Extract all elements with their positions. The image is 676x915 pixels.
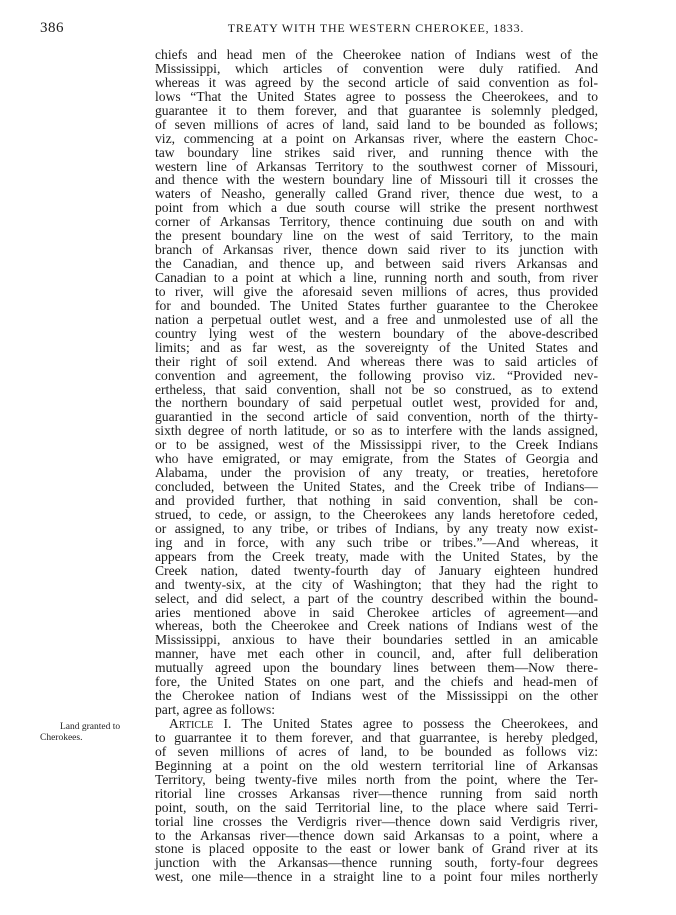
text-line: and twenty-six, at the city of Washington; that they had the right to	[155, 576, 598, 592]
text-line: torial line crosses the Verdigris river—thence down said Verdigris river,	[155, 813, 598, 829]
text-line: chiefs and head men of the Cheerokee nation of Indians west of the	[155, 47, 598, 62]
text-line: Mississippi, which articles of convention were duly ratified. And	[155, 60, 598, 76]
text-line: limits; and as far west, as the sovereignty of the United States and	[155, 339, 598, 355]
text-line: waters of Neasho, generally called Grand river, thence due west, to a	[155, 186, 598, 202]
text-line: western line of Arkansas Territory to the southwest corner of Missouri,	[155, 158, 598, 174]
text-line: or assigned, to any tribe, or tribes of Indians, by any treaty now exist-	[155, 520, 598, 536]
treaty-text	[155, 48, 598, 884]
article-heading: Article I.	[169, 716, 232, 731]
text-line: guarantied in the second article of said convention, north of the thirty-	[155, 409, 598, 425]
text-line: Beginning at a point on the old western territorial line of Arkansas	[155, 757, 598, 773]
text-line: the Cherokee nation of Indians west of the Mississippi on the other	[155, 688, 598, 704]
margin-note-line: Cherokees.	[40, 733, 83, 743]
text-line: viz, commencing at a point on Arkansas river, where the eastern Choc-	[155, 130, 598, 146]
text-line: and provided further, that nothing in said convention, shall be con-	[155, 493, 598, 508]
text-line: ing and in force, with any such tribe or tribes.”—And whereas, it	[155, 534, 598, 550]
article-first-line	[155, 717, 598, 731]
text-line: aries mentioned above in said Cherokee articles of agreement—and	[155, 604, 598, 620]
text-line: guarantee it to them forever, and that guarantee is solemnly pledged,	[155, 102, 598, 118]
text-line: part, agree as follows:	[155, 702, 276, 718]
text-line: the Canadian, and thence up, and between said rivers Arkansas and	[155, 256, 598, 272]
text-line: ertheless, that said convention, shall not be so construed, as to extend	[155, 381, 598, 397]
text-line: of seven millions of acres of land, said land to be bounded as follows;	[155, 116, 598, 132]
text-line: the present boundary line on the west of said Territory, to the main	[155, 228, 598, 244]
text-line: stone is placed opposite to the east or lower bank of Grand river at its	[155, 841, 598, 857]
text-line: of seven millions of acres of land, to be bounded as follows viz:	[155, 743, 598, 759]
text-line: junction with the Arkansas—thence running south, forty-four degrees	[155, 855, 598, 871]
text-line: branch of Arkansas river, thence down said river to its junction with	[155, 242, 598, 258]
text-line: country lying west of the western boundary of the above-described	[155, 325, 598, 341]
running-head: TREATY WITH THE WESTERN CHEROKEE, 1833.	[227, 21, 525, 35]
page-number: 386	[40, 20, 64, 36]
text-line: strued, to cede, or assign, to the Cheerokees any lands heretofore ceded,	[155, 506, 598, 522]
text-line: point, south, on the said Territorial line, to the place where said Terri-	[155, 799, 598, 815]
text-line: and thence with the western boundary line of Missouri till it crosses the	[155, 172, 598, 188]
text-line: to river, will give the aforesaid seven millions of acres, thus provided	[155, 283, 598, 299]
text-line: Creek nation, dated twenty-fourth day of January eighteen hundred	[155, 562, 598, 578]
text-line: or to be assigned, west of the Mississippi river, to the Creek Indians	[155, 437, 598, 453]
text-line: for and bounded. The United States further guarantee to the Cherokee	[155, 297, 598, 313]
margin-note-line: Land granted to	[60, 722, 121, 732]
text-line: mutually agreed upon the boundary lines between them—Now there-	[155, 660, 598, 676]
text-line: whereas it was agreed by the second article of said convention as fol-	[155, 74, 598, 90]
text-line: point from which a due south course will strike the present northwest	[155, 200, 598, 216]
text-line: who have emigrated, or may emigrate, from the States of Georgia and	[155, 451, 598, 467]
text-line: ritorial line crosses Arkansas river—thence running from said north	[155, 785, 598, 801]
text-line: nation a perpetual outlet west, and a free and unmolested use of all the	[155, 311, 598, 327]
text-line: manner, have met each other in council, and, after full deliberation	[155, 646, 598, 662]
text-line: lows “That the United States agree to possess the Cheerokees, and to	[155, 88, 598, 104]
text-line: the northern boundary of said perpetual outlet west, provided for and,	[155, 395, 598, 411]
text-line: corner of Arkansas Territory, thence continuing due south on and with	[155, 214, 598, 230]
text-line: taw boundary line strikes said river, and running thence with the	[155, 144, 598, 160]
text-line: concluded, between the United States, and the Creek tribe of Indians—	[155, 479, 598, 495]
text-line: Canadian to a point at which a line, running north and south, from river	[155, 270, 598, 285]
text-line: Mississippi, anxious to have their boundaries settled in an amicable	[155, 632, 598, 648]
text-line: west, one mile—thence in a straight line to a point four miles northerly	[155, 869, 598, 885]
text-line: convention and agreement, the following proviso viz. “Provided nev-	[155, 367, 598, 383]
text-line: appears from the Creek treaty, made with the United States, by the	[155, 548, 598, 564]
article-text: The United States agree to possess the Cheerokees, and	[241, 716, 598, 731]
text-line: their right of soil extend. And whereas there was to said articles of	[155, 353, 598, 369]
margin-note	[40, 722, 152, 744]
text-line: to guarrantee it to them forever, and that guarrantee, is hereby pledged,	[155, 729, 598, 745]
text-line: to the Arkansas river—thence down said Arkansas to a point, where a	[155, 827, 598, 843]
text-line: select, and did select, a part of the country described within the bound-	[155, 590, 598, 606]
text-line: fore, the United States on one part, and the chiefs and head-men of	[155, 674, 598, 690]
text-line: sixth degree of north latitude, or so as to interfere with the lands assigned,	[155, 423, 598, 439]
text-line: Territory, being twenty-five miles north from the point, where the Ter-	[155, 771, 598, 787]
text-line: Alabama, under the provision of any treaty, or treaties, heretofore	[155, 465, 598, 481]
text-line: whereas, both the Cheerokee and Creek nations of Indians west of the	[155, 618, 598, 634]
